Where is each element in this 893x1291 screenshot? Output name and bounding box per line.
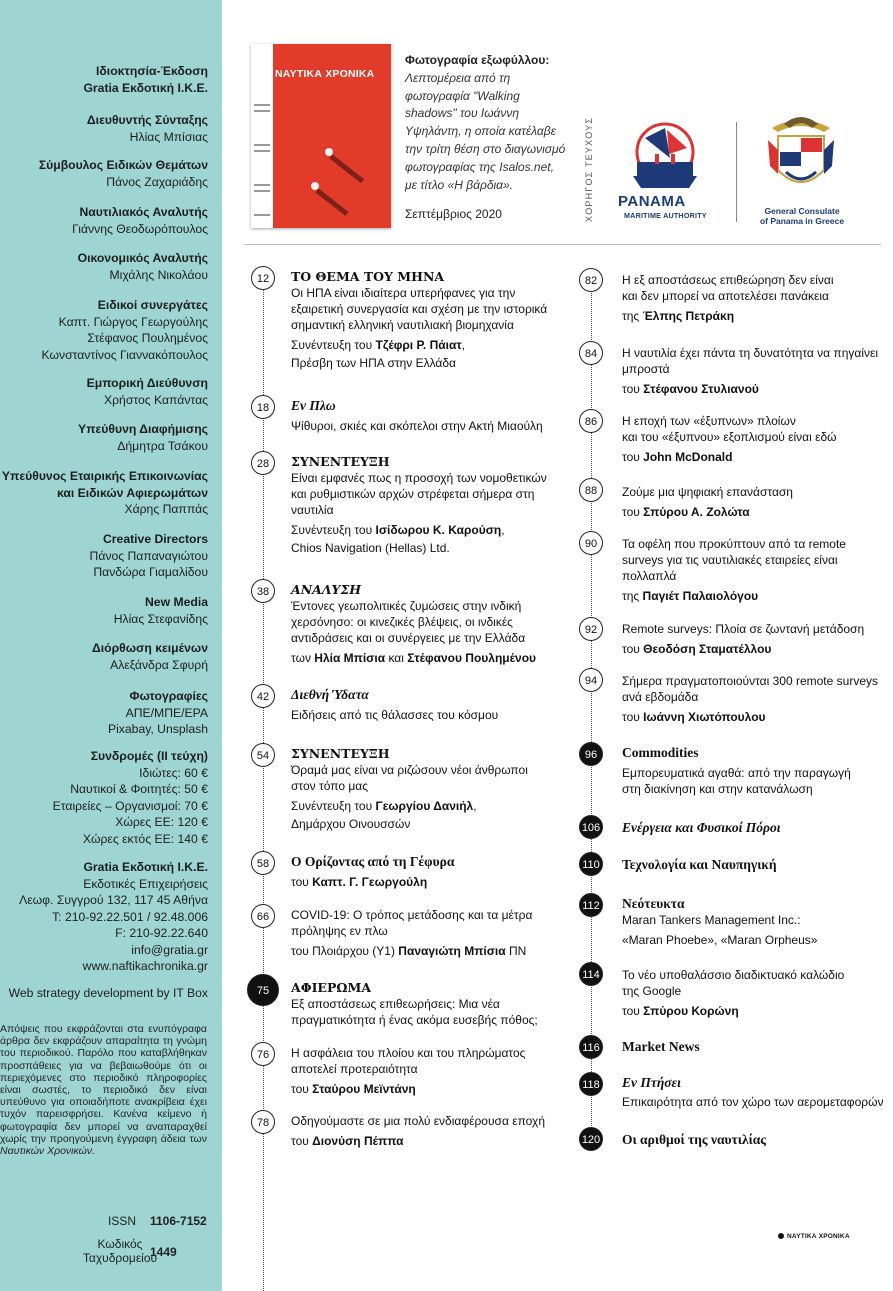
toc-entry[interactable]: ΣΥΝΕΝΤΕΥΞΗ Όραμά μας είναι να ριζώσουν νέοι άνθρωποι στον τόπο μας Συνέντευξη του Γεωργίου Δανιήλ, Δημάρχου Οινουσσών [291,746,528,831]
page-number-badge: 90 [579,531,603,555]
caption-body: Λεπτομέρεια από τη φωτογραφία "Walking shadows" του Ιωάννη Υψηλάντη, η οποία κατέλαβε την τρίτη θέση στο διαγωνισμό φωτογραφίας της Isalos.net, με τίτλο «Η βάρδια». [405,70,566,192]
page-number-badge: 38 [251,579,275,603]
page-number-badge: 88 [579,478,603,502]
toc-entry[interactable]: Ζούμε μια ψηφιακή επανάσταση του Σπύρου Α. Ζολώτα [622,485,793,519]
masthead-contributors: Ειδικοί συνεργάτες Καπτ. Γιώργος Γεωργούλης Στέφανος Πουλημένος Κωνσταντίνος Γιαννακόπουλος [41,298,208,362]
toc-entry[interactable]: COVID-19: Ο τρόπος μετάδοσης και τα μέτρα πρόληψης εν πλω του Πλοιάρχου (Υ1) Παναγιώτη Μπίσια ΠΝ [291,908,533,958]
masthead-subscriptions: Συνδρομές (ΙΙ τεύχη) Ιδιώτες: 60 € Ναυτικοί & Φοιτητές: 50 € Εταιρείες – Οργανισμοί: 70 € Χώρες ΕΕ: 120 € Χώρες εκτός ΕΕ: 140 € [52,749,208,846]
masthead-advertising: Υπεύθυνη Διαφήμισης Δήμητρα Τσάκου [78,422,208,453]
toc-entry[interactable]: ΑΝΑΛΥΣΗ Έντονες γεωπολιτικές ζυμώσεις στην ινδική χερσόνησο: οι κινεζικές βλέψεις, οι ινδικές αντιδράσεις και οι συνέργειες με την Ελλάδα των Ηλία Μπίσια και Στέφανου Πουλημένου [291,582,537,665]
panama-wordmark: PANAMA [618,193,686,210]
toc-entry[interactable]: Commodities Εμπορευματικά αγαθά: από την παραγωγή στη διακίνηση και στην κατανάλωση [622,745,851,796]
consulate-label: General Consulate of Panama in Greece [759,206,845,226]
disclaimer: Απόψεις που εκφράζονται στα ενυπόγραφα άρθρα δεν εκφράζουν απαραίτητα τη γνώμη του περιοδικού. Παρόλο που καταβλήθηκαν προσπάθειες για να βεβαιωθούμε ότι οι περιεχόμενες στο περιοδικό πληροφορίες είναι σωστές, το περιοδικό δεν είναι υπεύθυνο για οποιαδήποτε ανακρίβεια έχει τυχόν παρεισφρήσει. Κανένα κείμενο ή φωτογραφία δεν μπορεί να αναπαραχθεί χωρίς την προηγούμενη έγγραφη άδεια των Ναυτικών Χρονικών. [0,1023,207,1158]
masthead-communications: Υπεύθυνος Εταιρικής Επικοινωνίας και Ειδικών Αφιερωμάτων Χάρης Παππάς [1,469,208,516]
masthead-advisor: Σύμβουλος Ειδικών Θεμάτων Πάνος Ζαχαριάδης [38,158,208,189]
sponsor-label: ΧΟΡΗΓΟΣ ΤΕΥΧΟΥΣ [584,116,594,222]
masthead-economic-analyst: Οικονομικός Αναλυτής Μιχάλης Νικολάου [77,251,208,282]
page-number-badge: 92 [579,617,603,641]
page-number-badge-featured: 75 [247,974,279,1006]
masthead-commercial: Εμπορική Διεύθυνση Χρήστος Καπάντας [86,376,208,407]
toc-entry[interactable]: Σήμερα πραγματοποιούνται 300 remote surveys ανά εβδομάδα του Ιωάννη Χιωτόπουλου [622,674,878,724]
header-divider [244,244,881,245]
cover-caption [405,52,575,224]
postal-label: Κωδικός Ταχυδρομείου [82,1237,158,1265]
toc-entry[interactable]: Η ναυτιλία έχει πάντα τη δυνατότητα να πηγαίνει μπροστά του Στέφανου Στυλιανού [622,346,879,396]
issue-date: Σεπτέμβριος 2020 [405,207,502,222]
toc-entry[interactable]: ΤΟ ΘΕΜΑ ΤΟΥ ΜΗΝΑ Οι ΗΠΑ είναι ιδιαίτερα υπερήφανες για την εξαιρετική συνεργασία και σχέση με την ιστορικά σημαντική ελληνική ναυτιλιακή βιομηχανία Συνέντευξη του Τζέφρι Ρ. Πάιατ, Πρέσβη των ΗΠΑ στην Ελλάδα [291,269,548,370]
toc-entry[interactable]: Market News [622,1039,700,1054]
toc-entry[interactable]: Remote surveys: Πλοία σε ζωντανή μετάδοση του Θεοδόση Σταματέλλου [622,622,865,656]
toc-entry[interactable]: Νεότευκτα Maran Tankers Management Inc.: «Maran Phoebe», «Maran Orpheus» [622,896,818,947]
toc-entry[interactable]: Η εποχή των «έξυπνων» πλοίων και του «έξυπνου» εξοπλισμού είναι εδώ του John McDonald [622,414,837,464]
page-number-badge-filled: 114 [579,962,603,986]
toc-entry[interactable]: Τα οφέλη που προκύπτουν από τα remote surveys για τις ναυτιλιακές εταιρείες είναι πολλαπλά της Παγιέτ Παλαιολόγου [622,537,846,603]
page-number-badge: 86 [579,409,603,433]
cover-thumbnail [251,44,391,228]
toc-entry[interactable]: Τεχνολογία και Ναυπηγική [622,857,777,872]
toc-left-timeline [263,278,264,1291]
toc-entry[interactable]: Οδηγούμαστε σε μια πολύ ενδιαφέρουσα εποχή του Διονύση Πέππα [291,1114,545,1148]
brand-logo-icon [778,1233,784,1239]
postal-value: 1449 [150,1245,177,1259]
masthead-proofreading: Διόρθωση κειμένων Αλεξάνδρα Σφυρή [92,641,208,672]
toc-entry[interactable]: ΣΥΝΕΝΤΕΥΞΗ Είναι εμφανές πως η προσοχή των νομοθετικών και ρυθμιστικών αρχών στρέφεται σήμερα στη ναυτιλία Συνέντευξη του Ισίδωρου Κ. Καρούση, Chios Navigation (Hellas) Ltd. [291,454,547,555]
masthead-new-media: New Media Ηλίας Στεφανίδης [113,595,208,626]
issn-label: ISSN [108,1214,137,1228]
page-number-badge: 12 [251,266,275,290]
toc-entry[interactable]: Οι αριθμοί της ναυτιλίας [622,1132,767,1147]
page-number-badge-filled: 96 [579,742,603,766]
page-number-badge-filled: 110 [579,852,603,876]
web-strategy-credit: Web strategy development by IT Box [8,986,208,1000]
cover-person-figure [311,182,319,190]
page-number-badge-filled: 120 [579,1127,603,1151]
page-number-badge: 66 [251,904,275,928]
toc-entry[interactable]: Η ασφάλεια του πλοίου και του πληρώματος αποτελεί προτεραιότητα του Σταύρου Μεϊντάνη [291,1046,526,1096]
toc-right-timeline [591,278,592,1140]
panama-subtitle: MARITIME AUTHORITY [624,211,707,220]
page-number-badge: 58 [251,851,275,875]
panama-coat-of-arms [764,110,838,202]
toc-entry[interactable]: ΑΦΙΕΡΩΜΑ Εξ αποστάσεως επιθεωρήσεις: Μια νέα πραγματικότητα ή ένας ακόμα ευσεβής πόθος; [291,980,538,1027]
toc-entry[interactable]: Ο Ορίζοντας από τη Γέφυρα του Καπτ. Γ. Γεωργούλη [291,854,455,889]
page-number-badge: 78 [251,1110,275,1134]
masthead-photos: Φωτογραφίες ΑΠΕ/ΜΠΕ/EPA Pixabay, Unsplash [107,689,208,736]
cover-person-figure [325,148,333,156]
page-number-badge-filled: 116 [579,1035,603,1059]
toc-entry[interactable]: Εν Πτήσει Επικαιρότητα από τον χώρο των αερομεταφορών [622,1075,884,1109]
page-number-badge: 28 [251,451,275,475]
page-number-badge: 54 [251,743,275,767]
masthead-contact: Gratia Εκδοτική Ι.Κ.Ε. Εκδοτικές Επιχειρήσεις Λεωφ. Συγγρού 132, 117 45 Αθήνα T: 210-92.22.501 / 92.48.006 F: 210-92.22.640 info@gratia.gr www.naftikachronika.gr [19,860,208,973]
masthead-editor: Διευθυντής Σύνταξης Ηλίας Μπίσιας [86,113,208,144]
footer-brand: ΝΑΥΤΙΚΑ ΧΡΟΝΙΚΑ [778,1233,850,1240]
caption-title: Φωτογραφία εξωφύλλου: [405,53,550,67]
masthead-creative: Creative Directors Πάνος Παπαναγιώτου Πανδώρα Γιαμαλίδου [89,532,208,579]
issn-value: 1106-7152 [150,1214,207,1228]
page-number-badge: 94 [579,668,603,692]
page-number-badge: 84 [579,341,603,365]
page-number-badge: 76 [251,1042,275,1066]
page-number-badge-filled: 112 [579,893,603,917]
toc-entry[interactable]: Ενέργεια και Φυσικοί Πόροι [622,820,781,835]
cover-magazine-title: ΝΑΥΤΙΚΑ ΧΡΟΝΙΚΑ [275,68,375,80]
page-number-badge: 42 [251,684,275,708]
masthead-shipping-analyst: Ναυτιλιακός Αναλυτής Γιάννης Θεοδωρόπουλος [72,205,208,236]
logo-divider [736,122,737,222]
masthead-column [0,0,222,1291]
toc-entry[interactable]: Η εξ αποστάσεως επιθεώρηση δεν είναι και δεν μπορεί να αποτελέσει πανάκεια της Έλπης Πετράκη [622,273,834,323]
page-number-badge: 82 [579,268,603,292]
page-number-badge: 18 [251,395,275,419]
page-number-badge-filled: 106 [579,815,603,839]
page-number-badge-filled: 118 [579,1072,603,1096]
toc-entry[interactable]: Εν Πλω Ψίθυροι, σκιές και σκόπελοι στην Ακτή Μιαούλη [291,398,543,433]
masthead-publisher: Ιδιοκτησία-Έκδοση Gratia Εκδοτική Ι.Κ.Ε. [83,64,208,95]
toc-entry[interactable]: Το νέο υποθαλάσσιο διαδικτυακό καλώδιο της Google του Σπύρου Κορώνη [622,968,845,1018]
toc-entry[interactable]: Διεθνή Ύδατα Ειδήσεις από τις θάλασσες του κόσμου [291,687,499,722]
